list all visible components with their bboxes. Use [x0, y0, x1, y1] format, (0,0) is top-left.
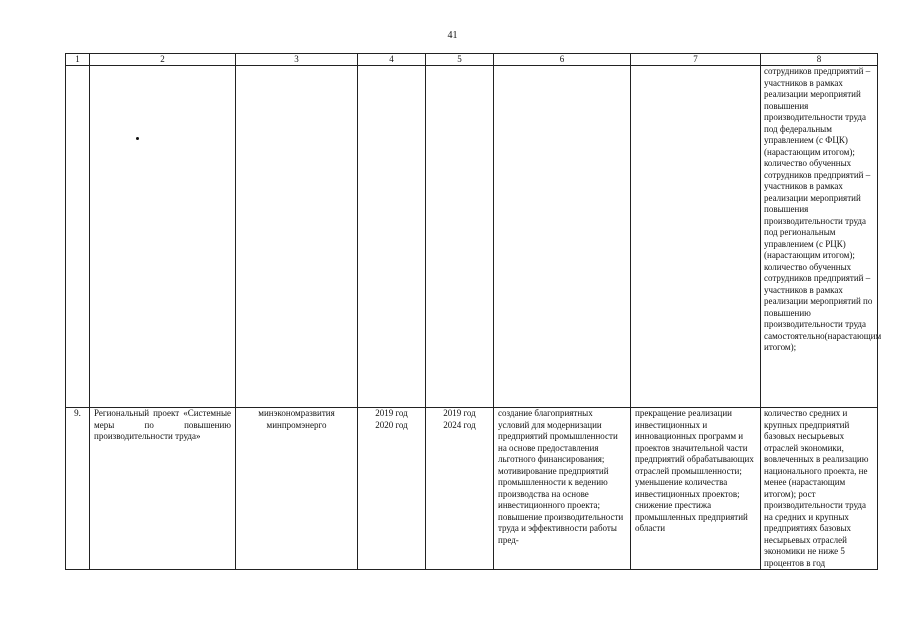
table-cell — [494, 66, 631, 408]
stray-dot-mark — [136, 137, 139, 140]
end-year-cell — [426, 408, 494, 570]
column-number: 2 — [90, 54, 236, 66]
start-year: 2019 год — [375, 408, 408, 418]
table-cell — [426, 66, 494, 408]
indicators: количество средних и крупных предприятий базовых несырьевых отраслей экономики, вовлеченных в реализацию национального проекта, не менее (нарастающим итогом); рост производительности труда на средних и крупных предприятиях базовых несырьевых отраслей экономики не ниже 5 процентов в год — [761, 408, 878, 570]
column-number: 7 — [631, 54, 761, 66]
column-number: 4 — [358, 54, 426, 66]
column-number: 3 — [236, 54, 358, 66]
table-cell — [90, 66, 236, 408]
end-year: 2019 год — [443, 408, 476, 418]
page-number: 41 — [447, 30, 458, 41]
indicators-cell-continued: сотрудников предприятий – участников в рамках реализации мероприятий повышения производительности труда под федеральным управлением (с ФЦК) (нарастающим итогом); количество обученных сотрудников предприятий – участников в рамках реализации мероприятий повышения производительности труда под региональным управлением (с РЦК) (нарастающим итогом); количество обученных сотрудников предприятий – участников в рамках реализации мероприятий по повышению производительности труда самостоятельно(нарастающим итогом); — [761, 66, 878, 408]
consequences: прекращение реализации инвестиционных и инновационных программ и проектов значительной части предприятий обрабатывающих отраслей промышленности; уменьшение количества инвестиционных проектов; снижение престижа промышленных предприятий области — [631, 408, 761, 570]
column-number: 6 — [494, 54, 631, 66]
column-number: 5 — [426, 54, 494, 66]
table-row — [66, 408, 878, 570]
expected-result: создание благоприятных условий для модернизации предприятий промышленности на основе предоставления льготного финансирования; мотивирование предприятий промышленности к ведению производства на основе инвестиционного проекта; повышение производительности труда и эффективности работы пред- — [494, 408, 631, 570]
project-name: Региональный проект «Системные меры по повышению производительности труда» — [90, 408, 236, 570]
program-table — [65, 53, 882, 570]
column-number-row — [66, 54, 878, 66]
start-year-cell — [358, 408, 426, 570]
table-cell — [66, 66, 90, 408]
start-year: 2020 год — [375, 419, 408, 430]
column-number: 8 — [761, 54, 878, 66]
executors-cell — [236, 408, 358, 570]
table-cell — [358, 66, 426, 408]
table-cell — [631, 66, 761, 408]
executor: минпромэнерго — [266, 419, 327, 430]
end-year: 2024 год — [443, 419, 476, 430]
column-number: 1 — [66, 54, 90, 66]
executor: минэкономразвития — [258, 408, 335, 418]
table-cell — [236, 66, 358, 408]
table-row — [66, 66, 878, 408]
row-number: 9. — [66, 408, 90, 570]
